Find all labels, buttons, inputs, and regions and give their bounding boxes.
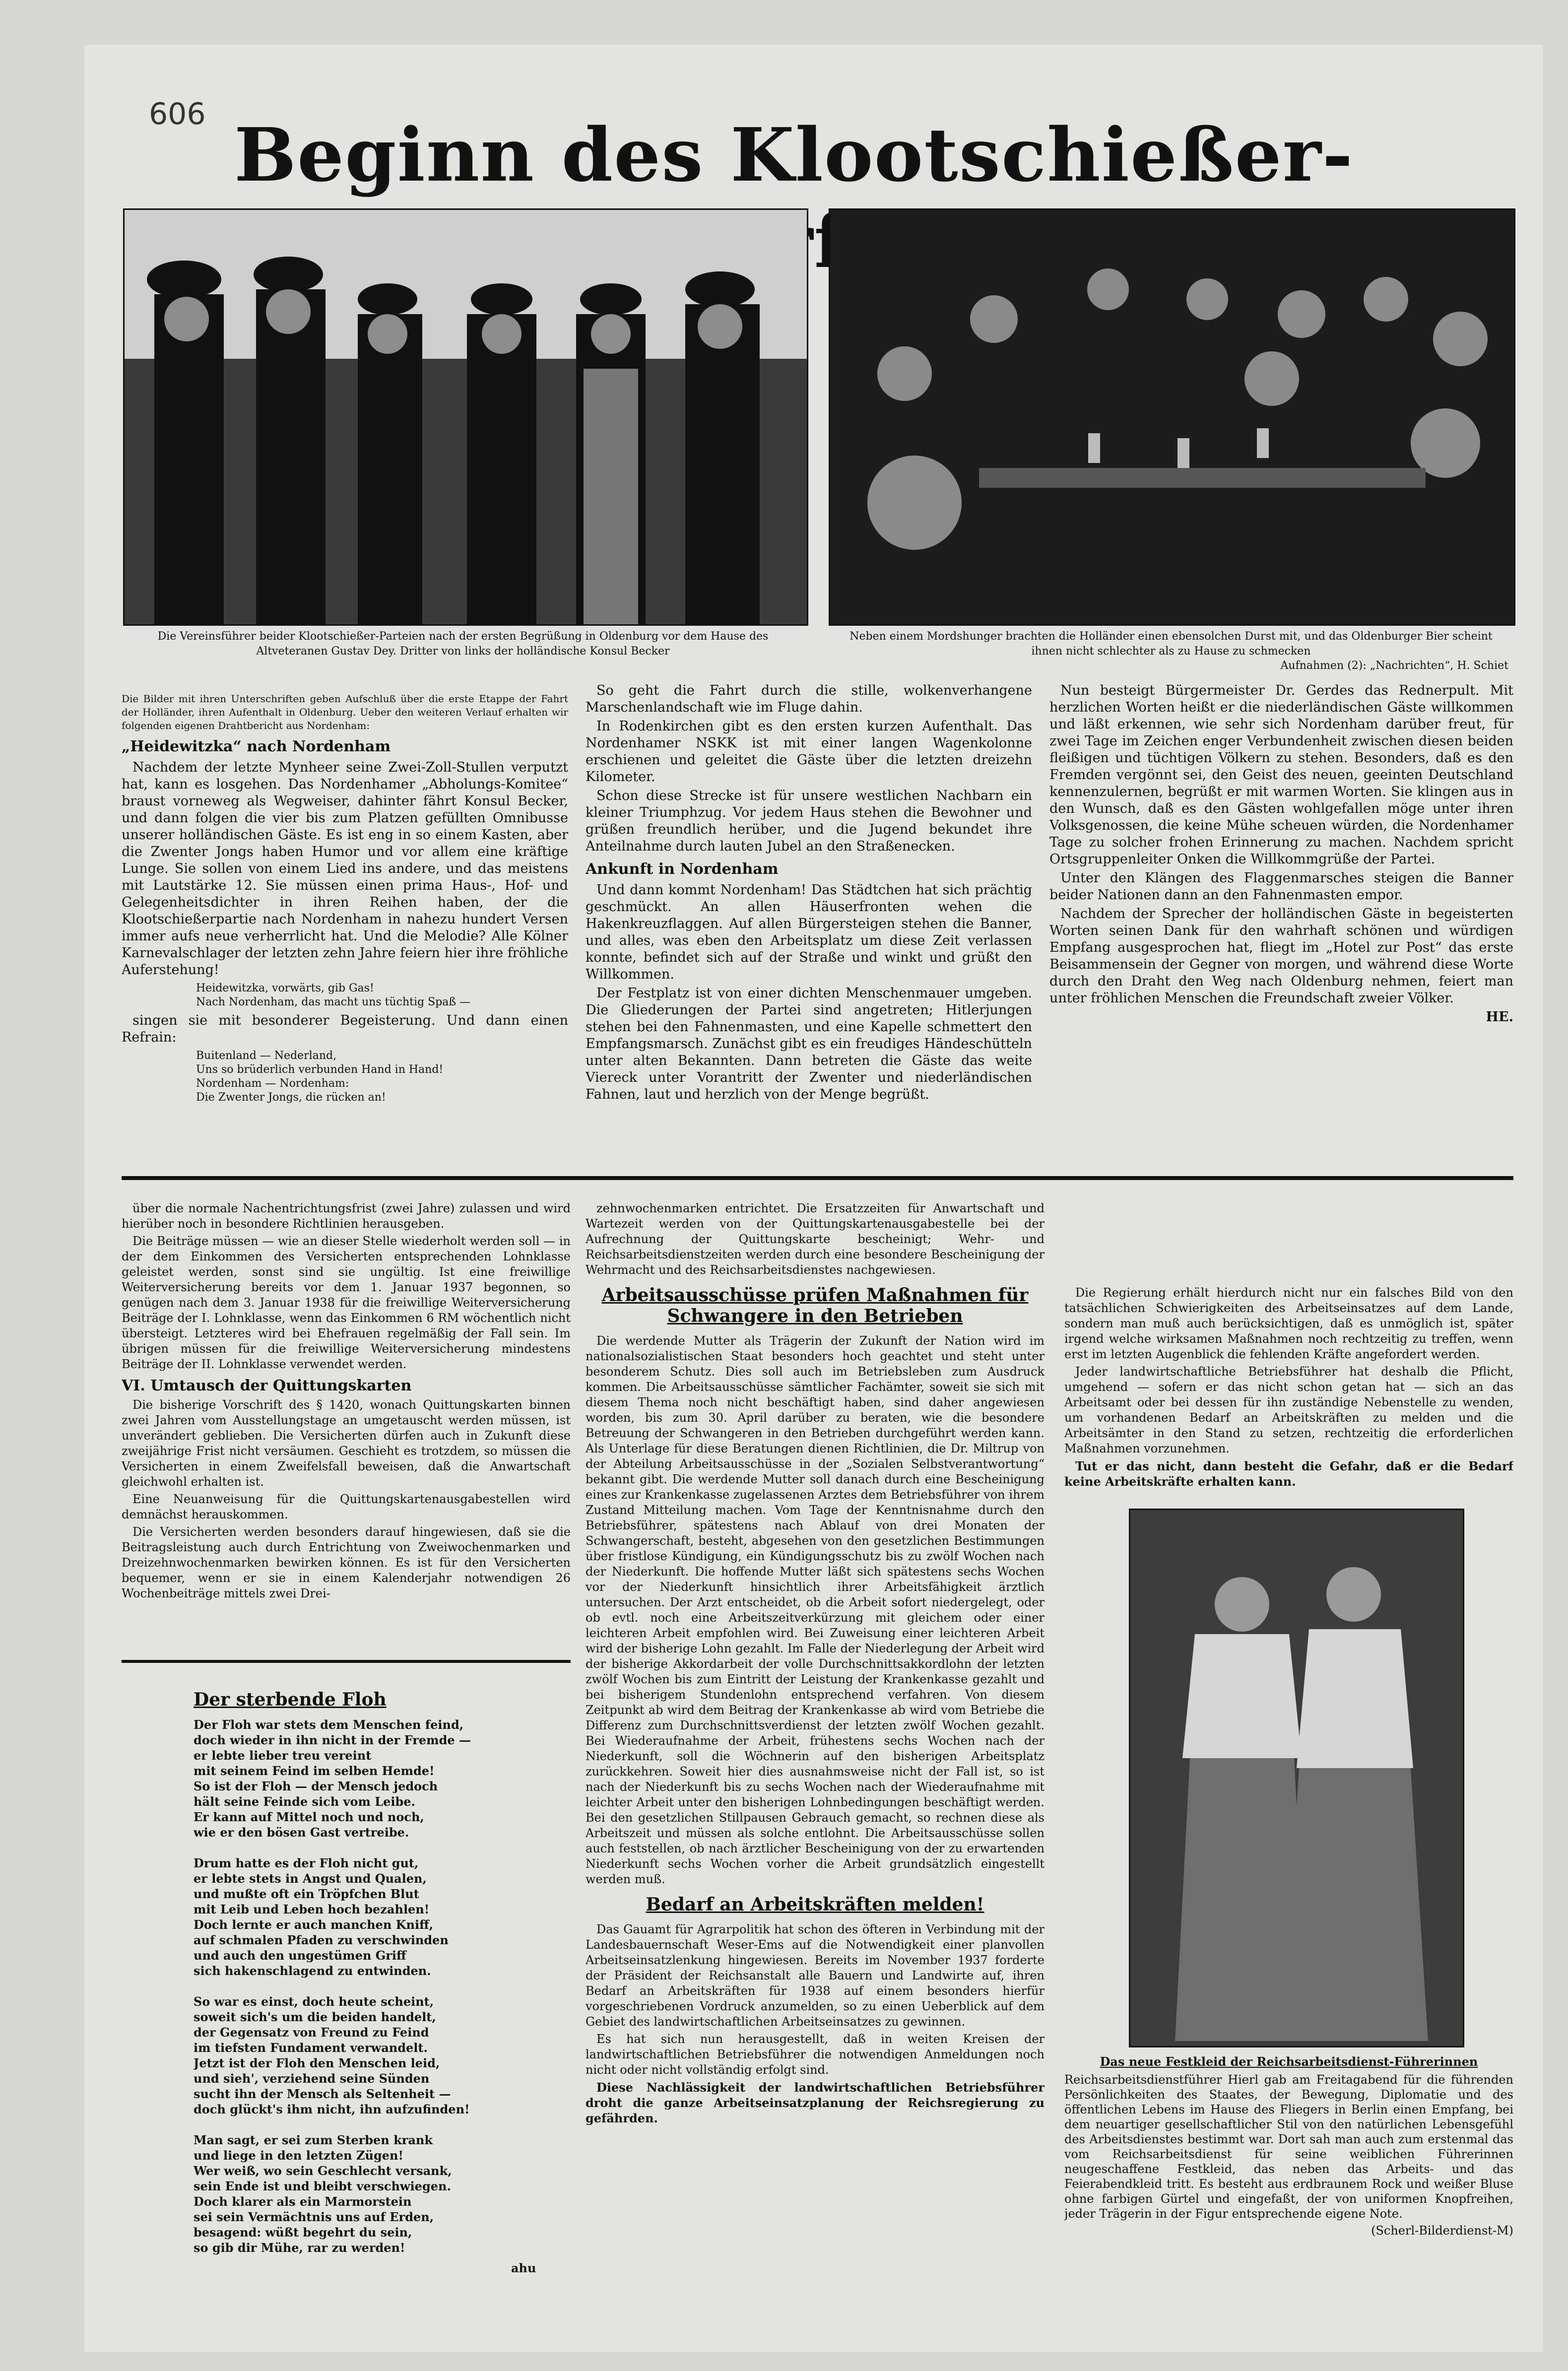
- author-signature: HE.: [1486, 1009, 1513, 1025]
- poem-block: [194, 1682, 571, 2293]
- paragraph: Die bisherige Vorschrift des § 1420, wonach Quittungskarten binnen zwei Jahren vom Ausstellungstage an umgetauscht werden müssen, ist unverändert geblieben. Die Versicherten dürfen auch in Zukunft diese zweijährige Frist nicht versäumen. Geschieht es trotzdem, so müssen die Versicherten in einem Zweifelsfall beweisen, daß die Anwartschaft gleichwohl erhalten ist.: [122, 1398, 571, 1489]
- photo-right-caption: Neben einem Mordshunger brachten die Holländer einen ebensolchen Durst mit, und das Oldenburger Bier scheint ihnen nicht schlechter als zu Hause zu schmecken: [849, 630, 1493, 658]
- poem-author: ahu: [511, 2261, 536, 2275]
- festkleid-credit: (Scherl-Bilderdienst-M): [1371, 2224, 1513, 2238]
- paragraph: Der Festplatz ist von einer dichten Menschenmauer umgeben. Die Gliederungen der Partei sind angetreten; Hitlerjungen stehen bei den Fahnenmasten, und eine Kapelle schmettert den Empfangsmarsch. Zunächst gibt es ein freudiges Händeschütteln unter alten Bekannten. Dann betreten die Gäste das weite Viereck unter Vorantritt der Zwenter und niederländischen Fahnen, laut und herzlich von der Menge begrüßt.: [586, 986, 1032, 1102]
- photo-right-credit: Aufnahmen (2): „Nachrichten“, H. Schiet: [1280, 659, 1508, 672]
- paragraph: Nachdem der letzte Mynheer seine Zwei-Zoll-Stullen verputzt hat, kann es losgehen. Das Nordenhamer „Abholungs-Komitee“ braust vorneweg als Wegweiser, dahinter fährt Konsul Becker, und dann folgen die vier bis zum Platzen gefüllten Omnibusse unserer holländischen Gäste. Es ist eng in so einem Kasten, aber die Zwenter Jongs haben Humor und vor allem eine kräftige Lunge. Sie sollen von einem Lied ins andere, und das meistens mit Lautstärke 12. Sie müssen einen prima Haus-, Hof- und Gelegenheitsdichter in ihren Reihen haben, der die Klootschießerpartie nach Nordenham in nahezu hundert Versen immer aufs neue verherrlicht hat. Und die Melodie? Alle Kölner Karnevalschlager der letzten zehn Jahre feiern hier ihre fröhliche Auferstehung!: [122, 760, 568, 978]
- subheading-heidewitzka: „Heidewitzka“ nach Nordenham: [122, 738, 391, 755]
- poem-divider: [122, 1660, 571, 1663]
- paragraph: Nachdem der Sprecher der holländischen Gäste in begeisterten Worten seinen Dank für den wahrhaft schönen und würdigen Empfang ausgesprochen hat, fliegt im „Hotel zur Post“ das erste Beisammensein der Gegner von morgen, und während diese Worte durch den Draht den Weg nach Oldenburg nehmen, feiert man unter fröhlichen Menschen die Freundschaft zweier Völker.: [1049, 906, 1513, 1006]
- subheading-ankunft: Ankunft in Nordenham: [586, 860, 779, 878]
- headline: Beginn des Klootschießer-: [234, 112, 1354, 198]
- lower-middle-column: [586, 1201, 1045, 2298]
- paragraph: Nun besteigt Bürgermeister Dr. Gerdes das Rednerpult. Mit herzlichen Worten heißt er die niederländischen Gäste willkommen und läßt erkennen, wie sehr sich Nordenham darüber freut, für zwei Tage im Zeichen enger Verbundenheit zwischen diesen beiden fleißigen und tüchtigen Völkern zu stehen. Besonders, daß es den Fremden vergönnt sei, den Geist des neuen, geeinten Deutschland kennenzulernen, begrüßt er mit warmen Worten. Sie klingen aus in den Wunsch, daß es den Gästen wohlgefallen möge unter ihren Volksgenossen, die keine Mühe scheuen würden, die Nordenhamer Tage zu solcher frohen Erinnerung zu machen. Nachdem spricht Ortsgruppenleiter Onken die Willkommgrüße der Partei.: [1049, 683, 1513, 867]
- song-refrain: Buitenland — Nederland, Uns so brüderlich verbunden Hand in Hand! Nordenham — Nordenham: Die Zwenter Jongs, die rücken an!: [196, 1050, 444, 1104]
- article-column-3: [1049, 682, 1513, 1166]
- paragraph: Die Beiträge müssen — wie an dieser Stelle wiederholt werden soll — in der dem Einkommen des Versicherten entsprechenden Lohnklasse geleistet werden, sonst sind sie ungültig. Ist eine freiwillige Weiterversicherung bereits vor dem 1. Januar 1937 begonnen, so genügen nach dem 3. Januar 1938 für die freiwillige Weiterversicherung Beiträge der I. Lohnklasse, wenn das Einkommen 6 RM wöchentlich nicht übersteigt. Letzteres wird bei Ehefrauen regelmäßig der Fall sein. Im übrigen müssen für die freiwillige Weiterversicherung mindestens Beiträge der II. Lohnklasse verwendet werden.: [122, 1234, 571, 1371]
- photo-festkleid: [1129, 1509, 1464, 2047]
- song-verse: Heidewitzka, vorwärts, gib Gas! Nach Nordenham, das macht uns tüchtig Spaß —: [196, 982, 471, 1008]
- paragraph: zehnwochenmarken entrichtet. Die Ersatzzeiten für Anwartschaft und Wartezeit werden von der Quittungskartenausgabestelle bei der Aufrechnung der Quittungskarte bescheinigt; Wehr- und Reichsarbeitsdienstzeiten werden durch eine besondere Bescheinigung der Wehrmacht und des Reichsarbeitsdienstes nachgewiesen.: [586, 1201, 1045, 1277]
- paragraph: So geht die Fahrt durch die stille, wolkenverhangene Marschenlandschaft wie im Fluge dahin.: [586, 683, 1032, 715]
- paragraph: Es hat sich nun herausgestellt, daß in weiten Kreisen der landwirtschaftlichen Betriebsführer die notwendigen Anmeldungen noch nicht oder nicht vollständig erfolgt sind.: [586, 2032, 1045, 2077]
- paragraph: Unter den Klängen des Flaggenmarsches steigen die Banner beider Nationen dann an den Fahnenmasten empor.: [1049, 870, 1513, 903]
- paragraph: Jeder landwirtschaftliche Betriebsführer hat deshalb die Pflicht, umgehend — sofern er das nicht schon getan hat — sich an das Arbeitsamt oder bei dessen für ihn zuständige Nebenstelle zu wenden, um vorhandenen Bedarf an Arbeitskräften zu melden und die Arbeitsämter in den Stand zu setzen, rechtzeitig die erforderlichen Maßnahmen vorzunehmen.: [1064, 1365, 1513, 1455]
- page-number: 606: [149, 97, 206, 132]
- paragraph: Die werdende Mutter als Trägerin der Zukunft der Nation wird im nationalsozialistischen Staat besonders hoch geachtet und steht unter besonderem Schutz. Dies soll auch im Betriebsleben zum Ausdruck kommen. Die Arbeitsausschüsse sämtlicher Fachämter, soweit sie sich mit diesem Thema noch nicht beschäftigt haben, sind daher angewiesen worden, bis zum 30. April darüber zu beraten, wie die besondere Betreuung der Schwangeren in den Betrieben durchgeführt werden kann. Als Unterlage für diese Beratungen dienen Richtlinien, die Dr. Miltrup von der Abteilung Arbeitsausschüsse in der „Sozialen Selbstverantwortung“ bekannt gibt. Die werdende Mutter soll danach durch eine Bescheinigung eines zur Krankenkasse zugelassenen Arztes dem Betriebsführer von ihrem Zustand Mitteilung machen. Vom Tage der Kenntnisnahme durch den Betriebsführer, spätestens nach Ablauf von drei Monaten der Schwangerschaft, besteht, abgesehen von den gesetzlichen Bestimmungen über fristlose Kündigung, ein Kündigungsschutz bis zu zwölf Wochen nach der Niederkunft. Die hoffende Mutter läßt sich spätestens sechs Wochen vor der Niederkunft hinsichtlich ihrer Arbeitsfähigkeit ärztlich untersuchen. Der Arzt entscheidet, ob die Arbeit sofort niedergelegt, oder ob evtl. noch eine Arbeitszeitverkürzung mit gleichem oder einer leichteren Arbeit empfohlen wird. Bei Zuweisung einer leichteren Arbeit wird der bisherige Lohn gezahlt. Im Falle der Niederlegung der Arbeit wird der bisherige Akkordarbeit der volle Durchschnittsakkordlohn der letzten zwölf Wochen bis zum Eintritt der Leistung der Krankenkasse gezahlt und bei bisherigem Stundenlohn entsprechend verfahren. Von diesem Zeitpunkt ab wird dem Beitrag der Krankenkasse ab wird vom Betriebe die Differenz zum Durchschnittsverdienst der letzten zwölf Wochen gezahlt. Bei Wiederaufnahme der Arbeit, frühestens sechs Wochen nach der Niederkunft, soll die Wöchnerin auf den bisherigen Arbeitsplatz zurückkehren. Soweit hier dies ausnahmsweise nicht der Fall ist, so ist nach der Niederkunft bis zu sechs Wochen nach der Wiederaufnahme mit leichter Arbeit unter den bisherigen Lohnbedingungen beschäftigt werden. Bei den gesetzlichen Stillpausen Gebrauch gemacht, so rechnen diese als Arbeitszeit und müssen als solche entlohnt. Die Arbeitsausschüsse sollen auch feststellen, ob nach ärztlicher Bescheinigung von der zu erwartenden Niederkunft sechs Wochen vorher die Arbeit grundsätzlich eingestellt werden muß.: [586, 1334, 1045, 1886]
- paragraph: Schon diese Strecke ist für unsere westlichen Nachbarn ein kleiner Triumphzug. Vor jedem Haus stehen die Bewohner und grüßen freundlich herüber, und die Jugend bekundet ihre Anteilnahme durch lauten Jubel an den Straßenecken.: [586, 788, 1032, 854]
- subheading-umtausch: VI. Umtausch der Quittungskarten: [122, 1377, 412, 1394]
- poem-text: Der Floh war stets dem Menschen feind, doch wieder in ihn nicht in der Fremde — er lebte lieber treu vereint mit seinem Feind im selben Hemde! So ist der Floh — der Mensch jedoch hält seine Feinde sich vom Leibe. Er kann auf Mittel noch und noch, wie er den bösen Gast vertreibe. Drum hatte es der Floh nicht gut, er lebte stets in Angst und Qualen, und mußte oft ein Tröpfchen Blut mit Leib und Leben hoch bezahlen! Doch lernte er auch manchen Kniff, auf schmalen Pfaden zu verschwinden und auch den ungestümen Griff sich hakenschlagend zu entwinden. So war es einst, doch heute scheint, soweit sich's um die beiden handelt, der Gegensatz von Freund zu Feind im tiefsten Fundament verwandelt. Jetzt ist der Floh den Menschen leid, und sieh', verziehend seine Sünden sucht ihn der Mensch als Seltenheit — doch glückt's ihm nicht, ihn aufzufinden! Man sagt, er sei zum Sterben krank und liege in den letzten Zügen! Wer weiß, wo sein Geschlecht versank, sein Ende ist und bleibt verschwiegen. Doch klarer als ein Marmorstein sei sein Vermächtnis uns auf Erden, besagend: wüßt begehrt du sein, so gib dir Mühe, rar zu werden!: [194, 1717, 471, 2255]
- paragraph: Die Versicherten werden besonders darauf hingewiesen, daß sie die Beitragsleistung auch durch Entrichtung von Zweiwochenmarken und Dreizehnwochenmarken bewirken können. Es ist für den Versicherten bequemer, wenn er sie in einem Kalenderjahr notwendigen 26 Wochenbeiträge mittels zwei Drei-: [122, 1525, 571, 1600]
- lower-left-column: [122, 1201, 571, 1657]
- lower-right-column: [1064, 1285, 1513, 1504]
- photo-dutch-guests-drinking: [829, 208, 1515, 626]
- paragraph: singen sie mit besonderer Begeisterung. Und dann einen Refrain:: [122, 1013, 568, 1045]
- poem-title: Der sterbende Floh: [194, 1689, 387, 1710]
- photo-left-caption: Die Vereinsführer beider Klootschießer-Parteien nach der ersten Begrüßung in Oldenburg vor dem Hause des Altveteranen Gustav Dey. Dritter von links der holländische Konsul Becker: [157, 630, 769, 658]
- festkleid-caption-title: Das neue Festkleid der Reichsarbeitsdienst-Führerinnen: [1100, 2054, 1478, 2069]
- festkleid-caption: Reichsarbeitsdienstführer Hierl gab am Freitagabend für die führenden Persönlichkeiten des Staates, der Bewegung, Diplomatie und des öffentlichen Lebens im Hause des Fliegers in Berlin einen Empfang, bei dem neuartiger gesellschaftlicher Stil von den natürlichen Lebensgefühl des Arbeitsdienstes bestimmt war. Dort sah man auch zum erstenmal das vom Reichsarbeitsdienst für seine weiblichen Führerinnen neugeschaffene Festkleid, das neben das Arbeits- und das Feierabendkleid tritt. Es besteht aus erdbraunem Rock und weißer Bluse ohne farbigen Gürtel und eingefaßt, der von uniformen Knopfreihen, jeder Trägerin in der Figur entsprechende eigene Note.: [1064, 2073, 1513, 2221]
- paragraph: In Rodenkirchen gibt es den ersten kurzen Aufenthalt. Das Nordenhamer NSKK ist mit einer langen Wagenkolonne erschienen und geleitet die Gäste über die letzten dreizehn Kilometer.: [586, 719, 1032, 785]
- paragraph: Eine Neuanweisung für die Quittungskartenausgabestellen wird demnächst herauskommen.: [122, 1492, 571, 1521]
- article-intro: Die Bilder mit ihren Unterschriften geben Aufschluß über die erste Etappe der Fahrt der Holländer, ihren Aufenthalt in Oldenburg. Ueber den weiteren Verlauf erhalten wir folgenden eigenen Drahtbericht aus Nordenham:: [122, 693, 568, 731]
- section-divider: [122, 1176, 1513, 1180]
- photo-club-leaders: [123, 208, 808, 626]
- headline-arbeitsausschuesse: Arbeitsausschüsse prüfen Maßnahmen für Schwangere in den Betrieben: [601, 1285, 1029, 1326]
- paragraph: über die normale Nachentrichtungsfrist (zwei Jahre) zulassen und wird hierüber noch in besondere Richtlinien herausgeben.: [122, 1201, 571, 1231]
- paragraph: Diese Nachlässigkeit der landwirtschaftlichen Betriebsführer droht die ganze Arbeitseinsatzplanung der Reichsregierung zu gefährden.: [586, 2080, 1045, 2125]
- paragraph: Das Gauamt für Agrarpolitik hat schon des öfteren in Verbindung mit der Landesbauernschaft Weser-Ems auf die Notwendigkeit einer planvollen Arbeitseinsatzlenkung hingewiesen. Bereits im November 1937 forderte der Präsident der Reichsanstalt alle Bauern und Landwirte auf, ihren Bedarf an Arbeitskräften für 1938 auf einem besonders hierfür vorgeschriebenen Vordruck anzumelden, so zu einen Ueberblick auf dem Gebiet des landwirtschaftlichen Arbeitseinsatzes zu gewinnen.: [586, 1922, 1045, 2029]
- headline-bedarf-arbeitskraefte: Bedarf an Arbeitskräften melden!: [646, 1894, 984, 1915]
- article-column-2: [586, 682, 1032, 1166]
- paragraph: Und dann kommt Nordenham! Das Städtchen hat sich prächtig geschmückt. An allen Häuserfronten wehen die Hakenkreuzflaggen. Auf allen Bürgersteigen stehen die Banner, und alles, was eben den Arbeitsplatz um diese Zeit verlassen konnte, befindet sich auf der Straße und winkt und grüßt den Willkommen.: [586, 882, 1032, 982]
- paragraph: Tut er das nicht, dann besteht die Gefahr, daß er die Bedarf keine Arbeitskräfte erhalten kann.: [1064, 1459, 1513, 1489]
- article-column-1: [122, 692, 568, 1169]
- paragraph: Die Regierung erhält hierdurch nicht nur ein falsches Bild von den tatsächlichen Schwierigkeiten des Arbeitseinsatzes auf dem Lande, sondern man muß auch berücksichtigen, daß es unmöglich ist, später irgend welche wirksamen Maßnahmen noch rechtzeitig zu treffen, wenn erst im letzten Augenblick die fehlenden Kräfte angefordert werden.: [1064, 1286, 1513, 1361]
- festkleid-caption-block: [1064, 2054, 1513, 2303]
